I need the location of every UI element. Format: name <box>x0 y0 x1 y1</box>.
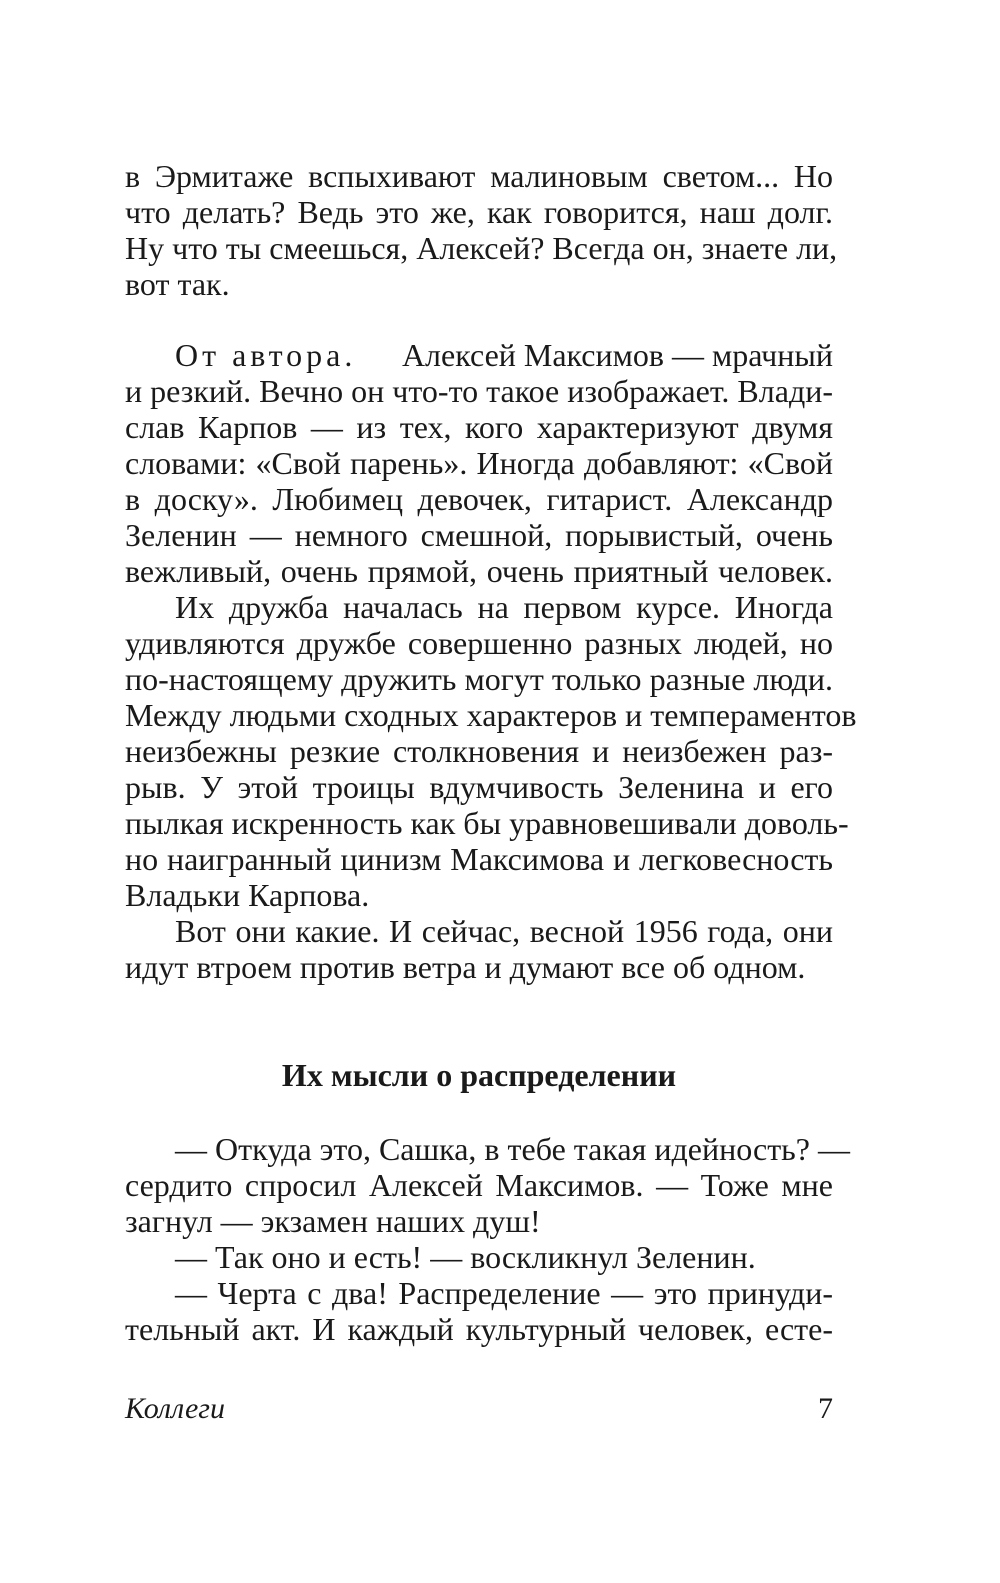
text-line: по-настоящему дружить могут только разные люди. <box>125 661 833 697</box>
text-line: словами: «Свой парень». Иногда добавляют: «Свой <box>125 445 833 481</box>
text-line: Их дружба началась на первом курсе. Иногда <box>175 589 833 625</box>
text-line: в Эрмитаже вспыхивают малиновым светом... Но <box>125 158 833 194</box>
text-line: и резкий. Вечно он что-то такое изображает. Влади- <box>125 373 833 409</box>
text-line: удивляются дружбе совершенно разных людей, но <box>125 625 833 661</box>
author-note-first-line <box>175 337 833 373</box>
text-line: слав Карпов — из тех, кого характеризуют двумя <box>125 409 833 445</box>
text-line: сердито спросил Алексей Максимов. — Тоже мне <box>125 1167 833 1203</box>
running-footer-title: Коллеги <box>125 1392 225 1425</box>
text-line: — Черта с два! Распределение — это принуди- <box>175 1275 833 1311</box>
text-line: пылкая искренность как бы уравновешивали доволь- <box>125 805 849 841</box>
text-line: рыв. У этой троицы вдумчивость Зеленина и его <box>125 769 833 805</box>
text-line: но наигранный цинизм Максимова и легковесность <box>125 841 833 877</box>
page-number: 7 <box>818 1392 833 1425</box>
text-line: идут втроем против ветра и думают все об одном. <box>125 949 806 985</box>
text-line: тельный акт. И каждый культурный человек, есте- <box>125 1311 833 1347</box>
text-line: — Откуда это, Сашка, в тебе такая идейность? — <box>175 1131 850 1167</box>
text-line: — Так оно и есть! — воскликнул Зеленин. <box>175 1239 756 1275</box>
text-line: вот так. <box>125 266 230 302</box>
text-line: Зеленин — немного смешной, порывистый, очень <box>125 517 833 553</box>
text-line: Владьки Карпова. <box>125 877 370 913</box>
text-line: вежливый, очень прямой, очень приятный человек. <box>125 553 833 589</box>
text-line: неизбежны резкие столкновения и неизбежен раз- <box>125 733 833 769</box>
text-line: что делать? Ведь это же, как говорится, наш долг. <box>125 194 833 230</box>
author-note-label: От автора. <box>175 337 357 373</box>
text-line: в доску». Любимец девочек, гитарист. Александр <box>125 481 833 517</box>
text-line: Вот они какие. И сейчас, весной 1956 года, они <box>175 913 833 949</box>
text-line: загнул — экзамен наших душ! <box>125 1203 541 1239</box>
text-line: Ну что ты смеешься, Алексей? Всегда он, знаете ли, <box>125 230 838 266</box>
section-heading: Их мысли о распределении <box>281 1057 677 1093</box>
text-line: Между людьми сходных характеров и темпераментов <box>125 697 857 733</box>
author-note-first-line-text: Алексей Максимов — мрачный <box>401 337 833 373</box>
